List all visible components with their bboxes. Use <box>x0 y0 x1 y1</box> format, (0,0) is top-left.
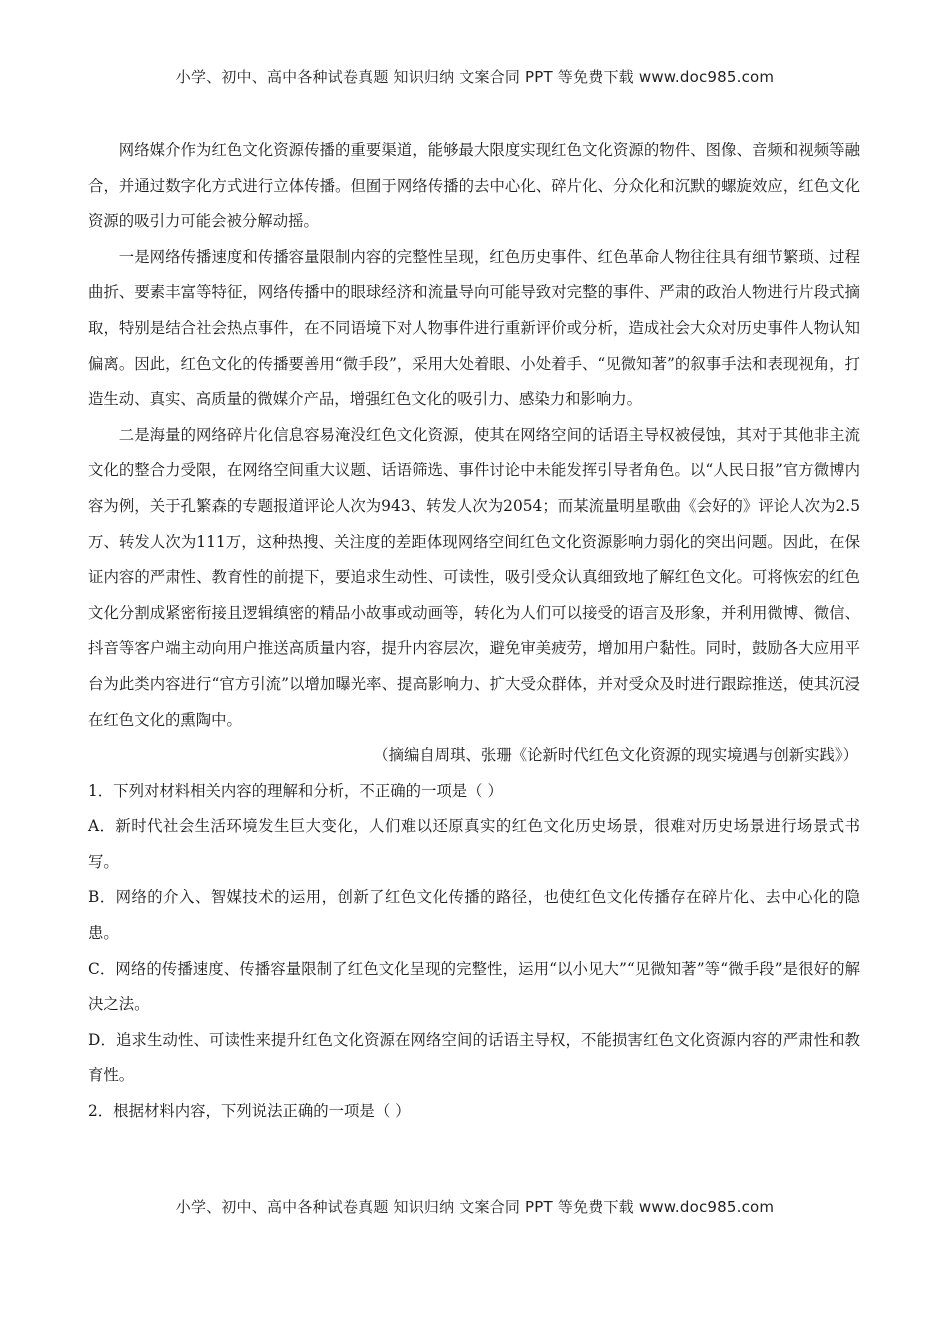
question-1-option-b: B．网络的介入、智媒技术的运用，创新了红色文化传播的路径，也使红色文化传播存在碎片化、去中心化的隐患。 <box>88 888 860 943</box>
question-1-stem: 1．下列对材料相关内容的理解和分析，不正确的一项是（ ） <box>88 781 503 800</box>
question-1-option-a: A．新时代社会生活环境发生巨大变化，人们难以还原真实的红色文化历史场景，很难对历史场景进行场景式书写。 <box>88 817 860 871</box>
article-source: （摘编自周琪、张珊《论新时代红色文化资源的现实境遇与创新实践》） <box>373 746 858 765</box>
question-1-option-d: D．追求生动性、可读性来提升红色文化资源在网络空间的话语主导权，不能损害红色文化资源内容的严肃性和教育性。 <box>88 1030 860 1085</box>
question-1-option-c: C．网络的传播速度、传播容量限制了红色文化呈现的完整性，运用“以小见大”“见微知著”等“微手段”是很好的解决之法。 <box>88 959 860 1014</box>
article-paragraph-1: 网络媒介作为红色文化资源传播的重要渠道，能够最大限度实现红色文化资源的物件、图像、音频和视频等融合，并通过数字化方式进行立体传播。但囿于网络传播的去中心化、碎片化、分众化和沉默的螺旋效应，红色文化资源的吸引力可能会被分解动摇。 <box>88 141 860 231</box>
question-2-stem: 2．根据材料内容，下列说法正确的一项是（ ） <box>88 1102 411 1121</box>
document-body <box>88 133 860 1130</box>
article-paragraph-2: 一是网络传播速度和传播容量限制内容的完整性呈现，红色历史事件、红色革命人物往往具有细节繁琐、过程曲折、要素丰富等特征，网络传播中的眼球经济和流量导向可能导致对完整的事件、严肃的政治人物进行片段式摘取，特别是结合社会热点事件，在不同语境下对人物事件进行重新评价或分析，造成社会大众对历史事件人物认知偏离。因此，红色文化的传播要善用“微手段”，采用大处着眼、小处着手、“见微知著”的叙事手法和表现视角，打造生动、真实、高质量的微媒介产品，增强红色文化的吸引力、感染力和影响力。 <box>88 247 860 409</box>
header-banner: 小学、初中、高中各种试卷真题 知识归纳 文案合同 PPT 等免费下载 www.doc985.com <box>175 68 775 86</box>
article-paragraph-3: 二是海量的网络碎片化信息容易淹没红色文化资源，使其在网络空间的话语主导权被侵蚀，其对于其他非主流文化的整合力受限，在网络空间重大议题、话语筛选、事件讨论中未能发挥引导者角色。以“人民日报”官方微博内容为例，关于孔繁森的专题报道评论人次为943、转发人次为2054；而某流量明星歌曲《会好的》评论人次为2.5万、转发人次为111万，这种热搜、关注度的差距体现网络空间红色文化资源影响力弱化的突出问题。因此，在保证内容的严肃性、教育性的前提下，要追求生动性、可读性，吸引受众认真细致地了解红色文化。可将恢宏的红色文化分割成紧密衔接且逻辑缜密的精品小故事或动画等，转化为人们可以接受的语言及形象，并利用微博、微信、抖音等客户端主动向用户推送高质量内容，提升内容层次，避免审美疲劳，增加用户黏性。同时，鼓励各大应用平台为此类内容进行“官方引流”以增加曝光率、提高影响力、扩大受众群体，并对受众及时进行跟踪推送，使其沉浸在红色文化的熏陶中。 <box>88 425 860 729</box>
footer-banner: 小学、初中、高中各种试卷真题 知识归纳 文案合同 PPT 等免费下载 www.doc985.com <box>175 1198 775 1216</box>
